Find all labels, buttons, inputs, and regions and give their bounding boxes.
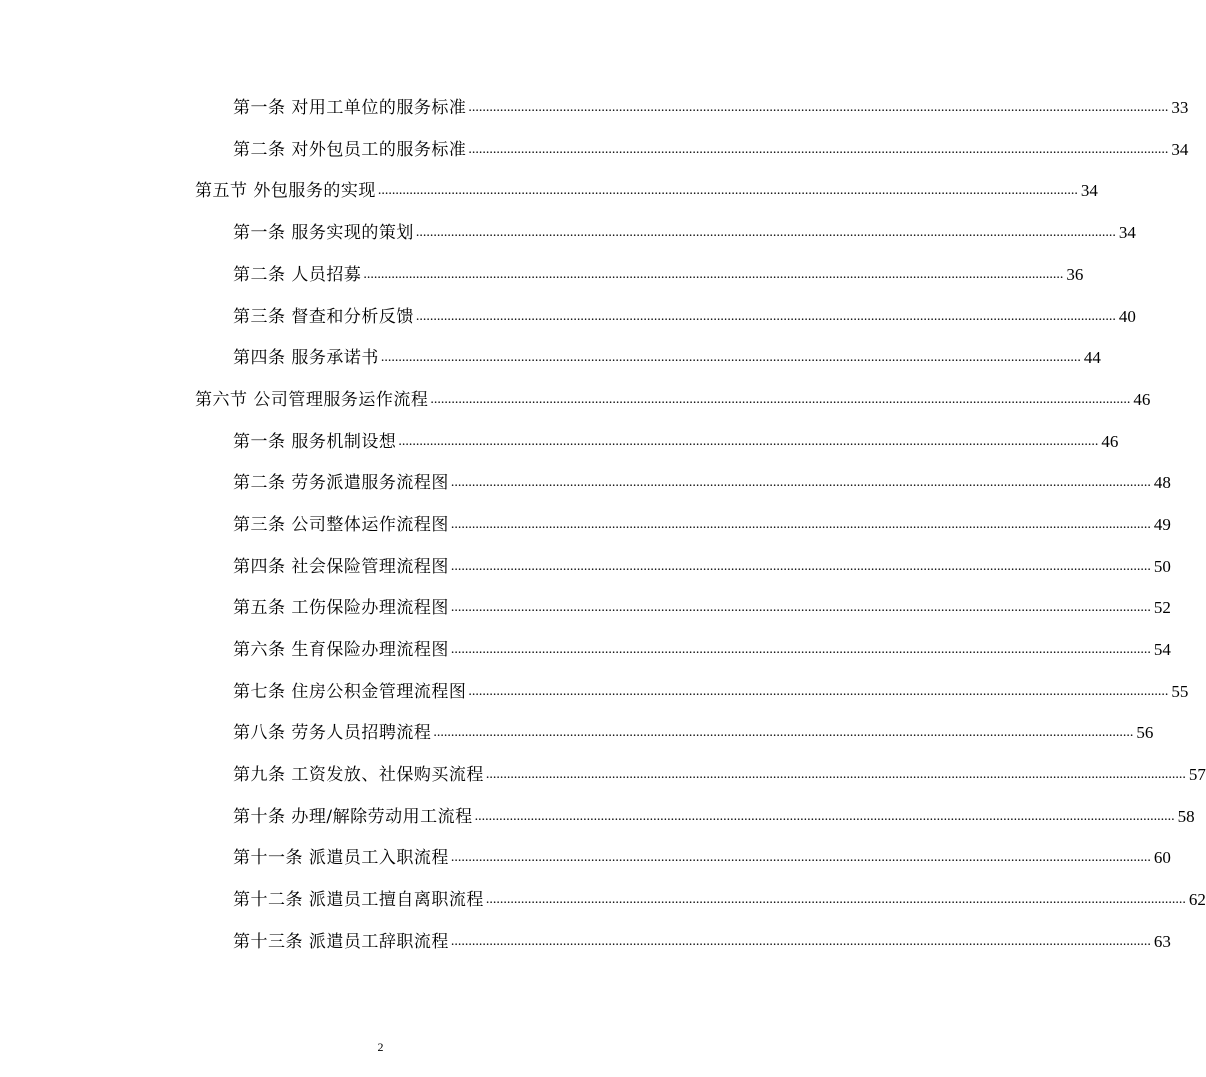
toc-entry-page: 49	[1153, 515, 1171, 534]
toc-dot-leader: ........................................................................................................................................................................................................	[380, 350, 1081, 365]
toc-entry[interactable]	[233, 721, 1154, 745]
toc-dot-leader: ........................................................................................................................................................................................................	[450, 517, 1151, 532]
toc-entry-label: 第五条 工伤保险办理流程图	[233, 598, 449, 618]
toc-entry[interactable]	[233, 888, 1206, 912]
toc-entry[interactable]	[195, 179, 1098, 203]
toc-dot-leader: ........................................................................................................................................................................................................	[450, 850, 1151, 865]
toc-entry-label: 第七条 住房公积金管理流程图	[233, 682, 467, 702]
toc-entry[interactable]	[233, 513, 1171, 537]
toc-entry[interactable]	[233, 305, 1136, 329]
toc-entry-label: 第九条 工资发放、社保购买流程	[233, 765, 484, 785]
toc-entry-page: 58	[1177, 807, 1195, 826]
toc-entry[interactable]	[233, 471, 1171, 495]
toc-entry[interactable]	[233, 805, 1195, 829]
toc-dot-leader: ........................................................................................................................................................................................................	[377, 183, 1078, 198]
toc-entry-page: 63	[1153, 932, 1171, 951]
toc-entry-page: 46	[1101, 432, 1119, 451]
toc-entry[interactable]	[233, 763, 1206, 787]
toc-entry-page: 48	[1153, 473, 1171, 492]
toc-entry[interactable]	[233, 680, 1189, 704]
toc-entry-label: 第一条 服务机制设想	[233, 432, 397, 452]
toc-dot-leader: ........................................................................................................................................................................................................	[450, 475, 1151, 490]
toc-entry[interactable]	[233, 846, 1171, 870]
toc-entry-page: 52	[1153, 598, 1171, 617]
toc-entry[interactable]	[233, 263, 1084, 287]
toc-entry-label: 第一条 服务实现的策划	[233, 223, 414, 243]
toc-entry[interactable]	[233, 430, 1119, 454]
toc-entry-label: 第八条 劳务人员招聘流程	[233, 723, 432, 743]
toc-entry-page: 40	[1118, 307, 1136, 326]
toc-entry-page: 62	[1188, 890, 1206, 909]
toc-entry-label: 第十三条 派遣员工辞职流程	[233, 932, 449, 952]
toc-entry-page: 46	[1133, 390, 1151, 409]
toc-entry-page: 50	[1153, 557, 1171, 576]
toc-entry[interactable]	[233, 596, 1171, 620]
toc-entry[interactable]	[233, 96, 1189, 120]
toc-dot-leader: ........................................................................................................................................................................................................	[415, 225, 1116, 240]
toc-entry[interactable]	[195, 388, 1151, 412]
toc-entry-label: 第六节 公司管理服务运作流程	[195, 390, 429, 410]
toc-dot-leader: ........................................................................................................................................................................................................	[415, 309, 1116, 324]
toc-dot-leader: ........................................................................................................................................................................................................	[468, 142, 1169, 157]
toc-entry-label: 第六条 生育保险办理流程图	[233, 640, 449, 660]
toc-entry-label: 第三条 公司整体运作流程图	[233, 515, 449, 535]
toc-entry-page: 34	[1080, 181, 1098, 200]
toc-entry-page: 57	[1188, 765, 1206, 784]
toc-entry[interactable]	[233, 555, 1171, 579]
page-number: 2	[377, 1040, 384, 1054]
toc-entry-page: 44	[1083, 348, 1101, 367]
toc-dot-leader: ........................................................................................................................................................................................................	[474, 809, 1175, 824]
toc-entry-page: 56	[1136, 723, 1154, 742]
toc-entry[interactable]	[233, 138, 1189, 162]
toc-dot-leader: ........................................................................................................................................................................................................	[468, 100, 1169, 115]
toc-entry-label: 第四条 社会保险管理流程图	[233, 557, 449, 577]
toc-entry-page: 34	[1171, 140, 1189, 159]
toc-entry-label: 第十二条 派遣员工擅自离职流程	[233, 890, 484, 910]
toc-dot-leader: ........................................................................................................................................................................................................	[363, 267, 1064, 282]
toc-entry[interactable]	[233, 346, 1101, 370]
toc-entry-label: 第二条 劳务派遣服务流程图	[233, 473, 449, 493]
toc-dot-leader: ........................................................................................................................................................................................................	[485, 892, 1186, 907]
toc-entry-label: 第二条 人员招募	[233, 265, 362, 285]
toc-entry[interactable]	[233, 930, 1171, 954]
toc-dot-leader: ........................................................................................................................................................................................................	[433, 725, 1134, 740]
toc-entry-label: 第十条 办理/解除劳动用工流程	[233, 807, 473, 827]
toc-entry-label: 第一条 对用工单位的服务标准	[233, 98, 467, 118]
toc-entry-page: 55	[1171, 682, 1189, 701]
toc-entry-label: 第三条 督查和分析反馈	[233, 307, 414, 327]
toc-entry-page: 54	[1153, 640, 1171, 659]
toc-dot-leader: ........................................................................................................................................................................................................	[485, 767, 1186, 782]
toc-entry-page: 34	[1118, 223, 1136, 242]
toc-dot-leader: ........................................................................................................................................................................................................	[430, 392, 1131, 407]
toc-entry-label: 第十一条 派遣员工入职流程	[233, 848, 449, 868]
toc-dot-leader: ........................................................................................................................................................................................................	[450, 559, 1151, 574]
toc-entry-label: 第五节 外包服务的实现	[195, 181, 376, 201]
toc-entry[interactable]	[233, 638, 1171, 662]
toc-entry-page: 33	[1171, 98, 1189, 117]
toc-entry-label: 第四条 服务承诺书	[233, 348, 379, 368]
toc-dot-leader: ........................................................................................................................................................................................................	[450, 600, 1151, 615]
toc-dot-leader: ........................................................................................................................................................................................................	[468, 684, 1169, 699]
toc-entry[interactable]	[233, 221, 1136, 245]
toc-dot-leader: ........................................................................................................................................................................................................	[450, 642, 1151, 657]
toc-dot-leader: ........................................................................................................................................................................................................	[398, 434, 1099, 449]
toc-dot-leader: ........................................................................................................................................................................................................	[450, 934, 1151, 949]
toc-entry-page: 60	[1153, 848, 1171, 867]
toc-entry-label: 第二条 对外包员工的服务标准	[233, 140, 467, 160]
toc-entry-page: 36	[1066, 265, 1084, 284]
